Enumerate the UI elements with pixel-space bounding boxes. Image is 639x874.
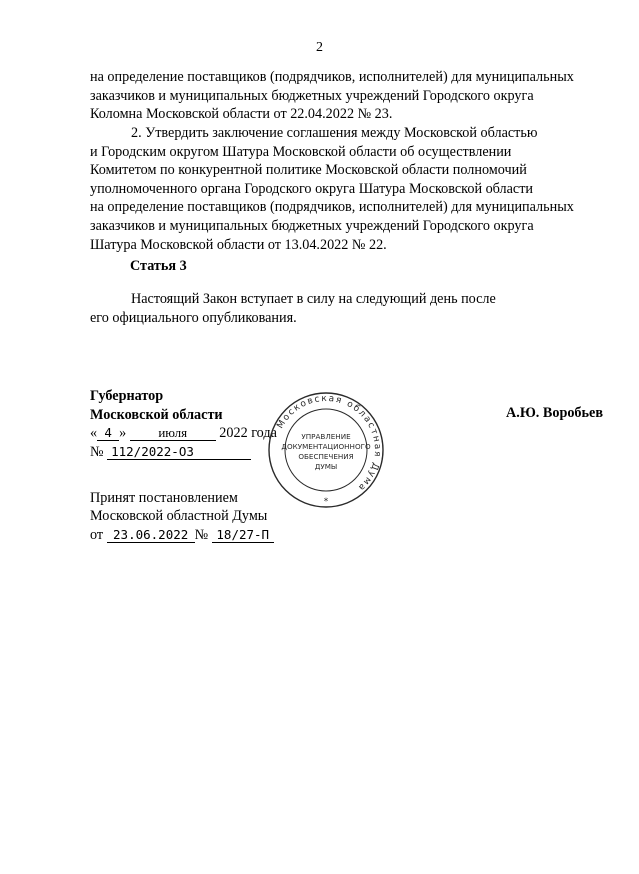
paragraph-3-line: его официального опубликования. <box>90 309 297 326</box>
paragraph-2-line: уполномоченного органа Городского округа Шатура Московской области <box>90 180 534 197</box>
paragraph-2-line: и Городским округом Шатура Московской области об осуществлении <box>90 143 512 160</box>
article-heading: Статья 3 <box>130 258 187 274</box>
adopted-date: 23.06.2022 <box>107 528 195 543</box>
page-number: 2 <box>316 40 323 55</box>
stamp-center-line: ДУМЫ <box>314 462 338 471</box>
paragraph-2-line: Шатура Московской области от 13.04.2022 № 22. <box>90 236 387 253</box>
paragraph-1-line: заказчиков и муниципальных бюджетных учреждений Городского округа <box>90 87 534 104</box>
date-year: 2022 года <box>219 425 277 441</box>
adopted-number: 18/27-П <box>212 528 274 543</box>
signature-title-line2: Московской области <box>90 406 223 423</box>
stamp-star: * <box>323 497 329 507</box>
law-number-value: 112/2022-ОЗ <box>107 445 251 460</box>
signature-title <box>90 387 223 424</box>
paragraph-1 <box>90 68 603 124</box>
paragraph-2 <box>90 124 603 254</box>
adopted-line2: Московской областной Думы <box>90 508 268 524</box>
official-stamp <box>266 390 386 510</box>
stamp-center-line: УПРАВЛЕНИЕ <box>301 432 351 441</box>
stamp-ring-text-path: Московская областная Дума <box>275 393 383 494</box>
signature-title-line1: Губернатор <box>90 388 164 404</box>
date-close-quote: » <box>119 425 127 441</box>
adopted-number-label: № <box>194 527 209 543</box>
paragraph-1-line: Коломна Московской области от 22.04.2022 № 23. <box>90 106 393 123</box>
paragraph-3-line: Настоящий Закон вступает в силу на следующий день после <box>131 291 496 307</box>
paragraph-2-line: 2. Утвердить заключение соглашения между Московской областью <box>131 125 538 141</box>
law-number <box>90 443 251 461</box>
stamp-center-line: ОБЕСПЕЧЕНИЯ <box>298 452 354 461</box>
law-number-label: № <box>90 444 104 460</box>
paragraph-1-line: на определение поставщиков (подрядчиков, исполнителей) для муниципальных <box>90 69 574 85</box>
date-open-quote: « <box>90 425 98 441</box>
date-day: 4 <box>97 426 119 441</box>
signature-date <box>90 424 277 442</box>
stamp-center-line: ДОКУМЕНТАЦИОННОГО <box>281 442 371 451</box>
date-month: июля <box>130 426 216 441</box>
signatory-name: А.Ю. Воробьев <box>506 405 603 421</box>
adopted-details <box>90 526 274 544</box>
paragraph-2-line: Комитетом по конкурентной политике Московской области полномочий <box>90 162 527 179</box>
adopted-from-label: от <box>90 527 104 543</box>
adopted-line1: Принят постановлением <box>90 490 238 506</box>
paragraph-2-line: на определение поставщиков (подрядчиков, исполнителей) для муниципальных <box>90 199 574 216</box>
paragraph-2-line: заказчиков и муниципальных бюджетных учреждений Городского округа <box>90 217 534 234</box>
paragraph-3 <box>90 290 603 327</box>
